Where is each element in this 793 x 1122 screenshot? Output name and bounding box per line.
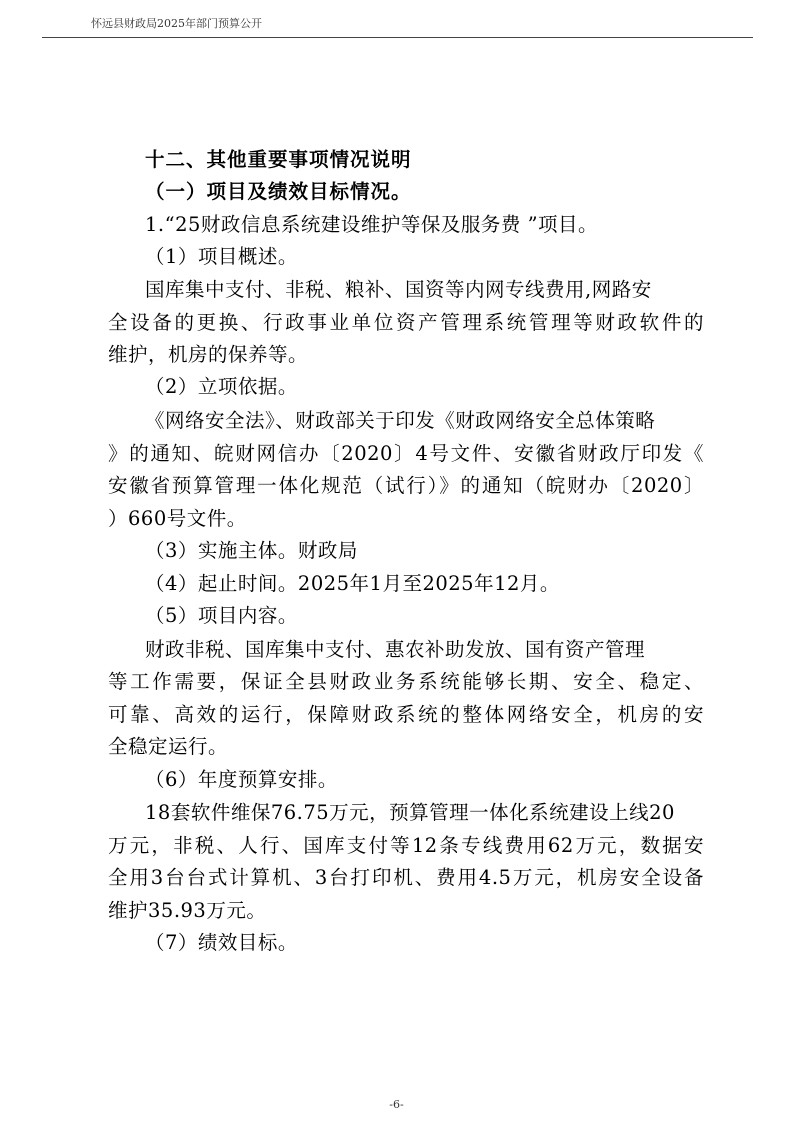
paragraph-line: （2）立项依据。 — [145, 375, 298, 398]
paragraph-line: （4）起止时间。2025年1月至2025年12月。 — [145, 572, 560, 595]
paragraph-line: 18套软件维保76.75万元，预算管理一体化系统建设上线20 — [145, 801, 675, 824]
header-divider — [42, 37, 753, 38]
paragraph-line: 可靠、高效的运行，保障财政系统的整体网络安全，机房的安 — [108, 703, 704, 726]
paragraph-line: 维护，机房的保养等。 — [108, 343, 309, 366]
header-title: 怀远县财政局2025年部门预算公开 — [91, 17, 262, 30]
paragraph-line: （1）项目概述。 — [145, 245, 298, 268]
paragraph-line: 维护35.93万元。 — [108, 899, 267, 922]
paragraph-line: （5）项目内容。 — [145, 604, 298, 627]
paragraph-line: 全用3台台式计算机、3台打印机、费用4.5万元，机房安全设备 — [108, 866, 704, 889]
paragraph-line: 全设备的更换、行政事业单位资产管理系统管理等财政软件的 — [108, 311, 704, 334]
paragraph-line: 等工作需要，保证全县财政业务系统能够长期、安全、稳定、 — [108, 670, 704, 693]
paragraph-line: 国库集中支付、非税、粮补、国资等内网专线费用,网路安 — [145, 278, 652, 301]
paragraph-line: 全稳定运行。 — [108, 735, 229, 758]
paragraph-line: 安徽省预算管理一体化规范（试行）》的通知（皖财办〔2020〕 — [108, 474, 704, 497]
paragraph-line: 万元，非税、人行、国库支付等12条专线费用62万元，数据安 — [108, 834, 704, 857]
item-title: 1.“25财政信息系统建设维护等保及服务费 ”项目。 — [145, 213, 599, 236]
paragraph-line: ）660号文件。 — [108, 507, 247, 530]
paragraph-line: （7）绩效目标。 — [145, 931, 298, 954]
paragraph-line: 《网络安全法》、财政部关于印发《财政网络安全总体策略 — [145, 409, 656, 432]
paragraph-line: （3）实施主体。财政局 — [145, 539, 358, 562]
paragraph-line: （6）年度预算安排。 — [145, 768, 338, 791]
paragraph-line: 财政非税、国库集中支付、惠农补助发放、国有资产管理 — [145, 638, 646, 661]
page-number: -6- — [389, 1098, 404, 1111]
section-heading: 十二、其他重要事项情况说明 — [145, 148, 412, 171]
section-subheading: （一）项目及绩效目标情况。 — [145, 180, 412, 203]
paragraph-line: 》的通知、皖财网信办〔2020〕4号文件、安徽省财政厅印发《 — [108, 442, 704, 465]
